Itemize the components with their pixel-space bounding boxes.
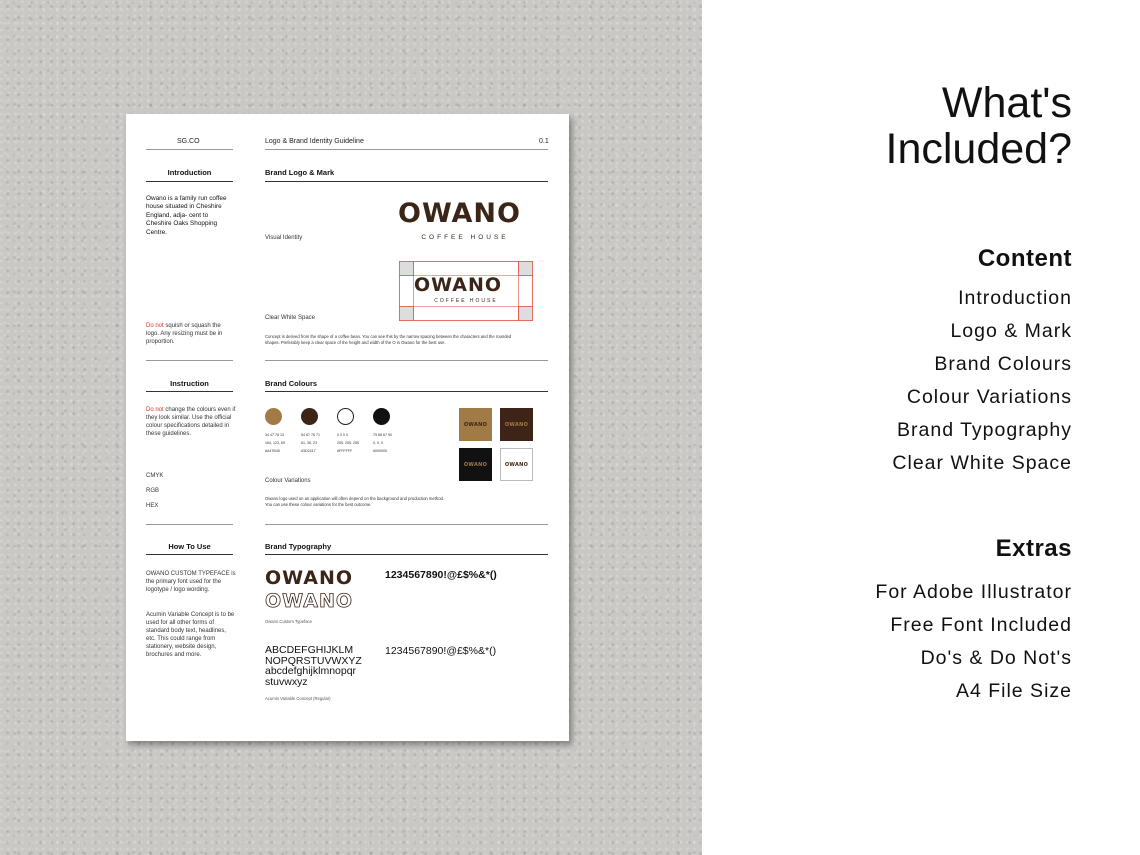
- logo-section-title: Brand Logo & Mark: [265, 168, 335, 177]
- warning-strong: Do not: [146, 323, 164, 329]
- divider: [265, 181, 548, 182]
- panel-title-line-1: What's: [941, 79, 1072, 127]
- extras-item: For Adobe Illustrator: [875, 581, 1072, 603]
- glyphs-secondary: 1234567890!@£$%&*(): [385, 645, 497, 657]
- divider: [146, 391, 233, 392]
- swatch-white: [337, 408, 354, 425]
- alphabet-upper-2: NOPQRSTUVWXYZ: [265, 654, 362, 667]
- rgb-label: RGB: [146, 488, 160, 494]
- resize-warning: [146, 322, 232, 346]
- clear-space-diagram: [399, 261, 533, 321]
- extras-heading: Extras: [995, 535, 1072, 562]
- warning-text: change the colours even if they look similar. Use the official colour specifications detailed in these guidelines.: [146, 407, 236, 437]
- divider: [146, 149, 233, 150]
- divider: [146, 181, 233, 182]
- divider: [265, 524, 548, 525]
- panel-title: [886, 80, 1073, 172]
- introduction-text: Owano is a family run coffee house situated in Cheshire England, adja- cent to Cheshire Oaks Shopping Centre.: [146, 195, 227, 236]
- brand-code: SG.CO: [177, 138, 200, 145]
- logo-tagline: COFFEE HOUSE: [421, 234, 509, 241]
- divider: [265, 360, 548, 361]
- content-item: Introduction: [958, 287, 1072, 309]
- warning-strong: Do not: [146, 407, 164, 413]
- content-item: Logo & Mark: [950, 320, 1072, 342]
- typeface-caption: Owano Custom Typeface: [265, 619, 312, 624]
- page-number: 0.1: [539, 138, 549, 145]
- divider: [265, 149, 548, 150]
- typeface-sample-solid: OWANO: [265, 567, 354, 589]
- content-heading: Content: [977, 245, 1072, 272]
- owano-wordmark: OWANO: [398, 198, 521, 229]
- alphabet-lower-2: stuvwxyz: [265, 675, 308, 688]
- swatch-brown-specs: 54 67 78 71 61, 36, 23 #3D2417: [301, 433, 320, 453]
- clear-space-text: Concept is derived from the shape of a coffee bean. You can see this by the narrow spacing between the characters and the rounded shapes. Preferably keep a clear space of the height and width of the O in Owano for the best use.: [265, 334, 512, 345]
- swatch-black-specs: 75 68 67 90 0, 0, 0 #000000: [373, 433, 392, 453]
- alphabet-upper-1: ABCDEFGHIJKLM: [265, 644, 354, 656]
- divider: [146, 524, 233, 525]
- hex-label: HEX: [146, 503, 159, 509]
- owano-wordmark-small: OWANO: [414, 274, 503, 296]
- colour-variations-label: Colour Variations: [265, 478, 311, 484]
- extras-item: Free Font Included: [890, 614, 1072, 636]
- guideline-page: [126, 114, 569, 741]
- variation-white-box: OWANO: [500, 448, 533, 481]
- logo-tagline-small: COFFEE HOUSE: [434, 298, 498, 304]
- variation-gold-box: OWANO: [459, 408, 492, 441]
- extras-item: Do's & Do Not's: [920, 647, 1072, 669]
- typeface-sample-outline: OWANO: [265, 590, 354, 612]
- how-to-use-text-1: OWANO CUSTOM TYPEFACE is the primary font used for the logotype / logo wording.: [146, 571, 236, 593]
- alphabet-lower-1: abcdefghijklmnopqr: [265, 665, 357, 677]
- included-panel: [702, 0, 1140, 855]
- divider: [265, 554, 548, 555]
- clear-space-label: Clear White Space: [265, 315, 316, 321]
- glyphs-primary: 1234567890!@£$%&*(): [385, 569, 497, 581]
- variation-black-box: OWANO: [459, 448, 492, 481]
- swatch-gold-specs: 34 47 78 13 164, 123, 69 #A47B45: [265, 433, 285, 453]
- swatch-black: [373, 408, 390, 425]
- divider: [146, 360, 233, 361]
- swatch-gold: [265, 408, 282, 425]
- header-title: Logo & Brand Identity Guideline: [265, 138, 364, 145]
- colours-section-title: Brand Colours: [265, 379, 318, 388]
- panel-title-line-2: Included?: [885, 125, 1072, 173]
- introduction-title: Introduction: [167, 168, 212, 177]
- divider: [146, 554, 233, 555]
- divider: [265, 391, 548, 392]
- how-to-use-text-2: Acumin Variable Concept is to be used for all other forms of standard body text, headlines, etc. This could range from stationery, website design, brochures and more.: [146, 612, 235, 658]
- swatch-brown: [301, 408, 318, 425]
- colour-variations-text: Owano logo used on an application will often depend on the background and production method. You can use these colour variations for the best outcome.: [265, 496, 445, 507]
- content-item: Brand Colours: [934, 353, 1072, 375]
- colour-warning: [146, 406, 236, 438]
- swatch-white-specs: 0 0 0 0 255, 255, 255 #FFFFFF: [337, 433, 359, 453]
- extras-item: A4 File Size: [955, 680, 1072, 702]
- warning-text: squish or squash the logo. Any resizing must be in proportion.: [146, 323, 223, 345]
- instruction-title: Instruction: [170, 379, 209, 388]
- cmyk-label: CMYK: [146, 473, 164, 479]
- content-item: Brand Typography: [897, 419, 1072, 441]
- alphabet-sample: [265, 645, 362, 687]
- content-item: Colour Variations: [906, 386, 1072, 408]
- body-font-caption: Acumin Variable Concept (Regular): [265, 696, 331, 701]
- content-item: Clear White Space: [892, 452, 1072, 474]
- typography-section-title: Brand Typography: [265, 542, 332, 551]
- variation-brown-box: OWANO: [500, 408, 533, 441]
- visual-identity-label: Visual Identity: [265, 235, 303, 241]
- how-to-use-title: How To Use: [168, 542, 211, 551]
